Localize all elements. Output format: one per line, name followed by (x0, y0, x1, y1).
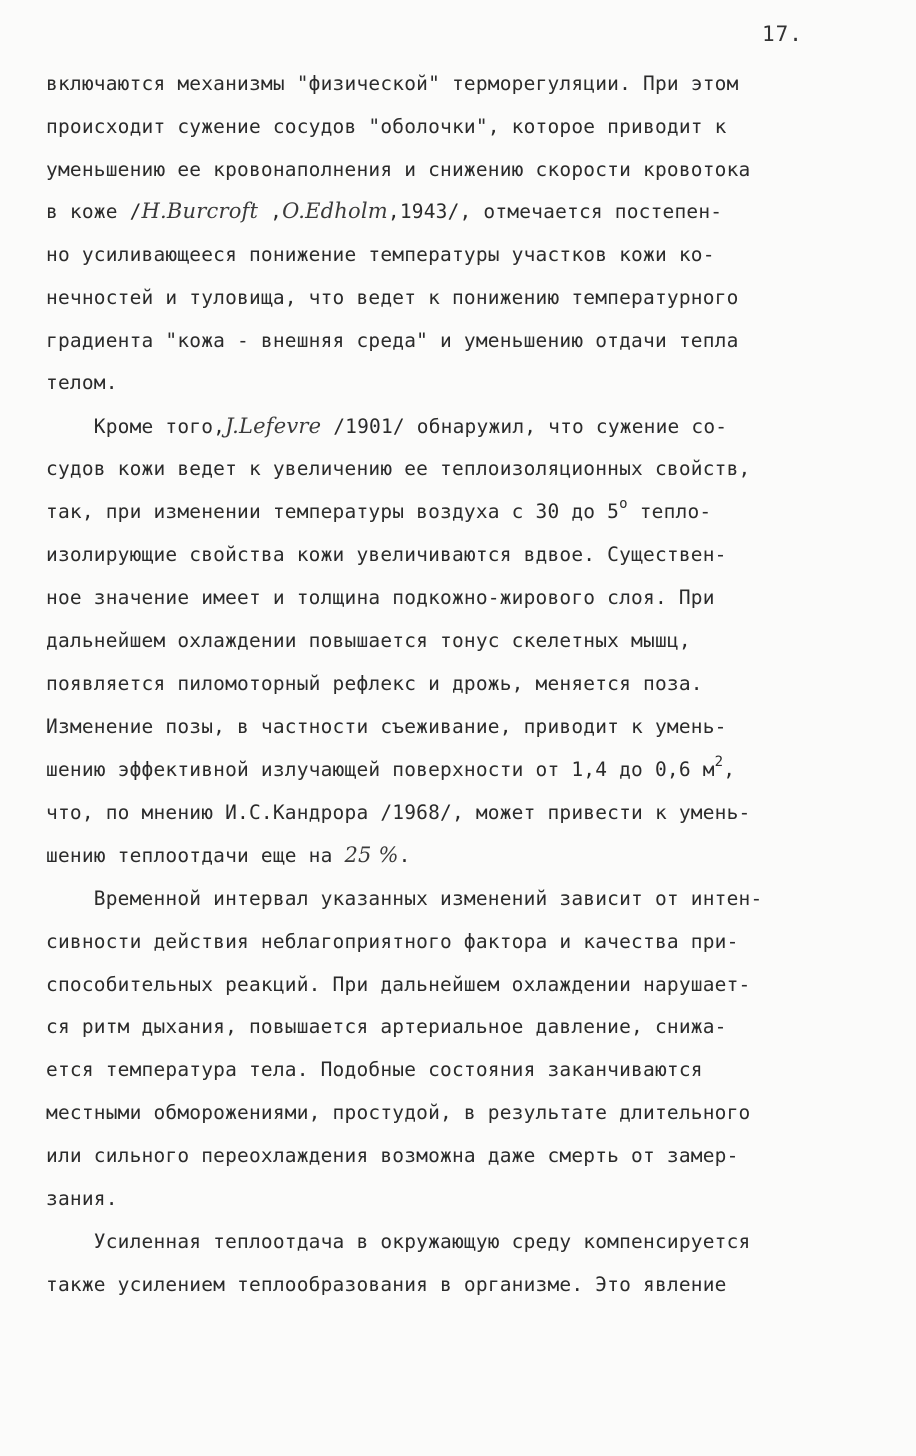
text-line-15: появляется пиломоторный рефлекс и дрожь, меняется поза. (46, 672, 703, 695)
text-line-16: Изменение позы, в частности съеживание, приводит к умень- (46, 715, 727, 738)
text-line-9-pre: Кроме того, (46, 415, 226, 438)
text-line-10: судов кожи ведет к увеличению ее теплоизоляционных свойств, (46, 457, 751, 480)
text-line-22: способительных реакций. При дальнейшем охлаждении нарушает- (46, 973, 751, 996)
text-line-27: зания. (46, 1187, 118, 1210)
text-line-21: сивности действия неблагоприятного фактора и качества при- (46, 930, 739, 953)
text-line-24: ется температура тела. Подобные состояния заканчиваются (46, 1058, 703, 1081)
text-line-4-mid: , (258, 200, 283, 223)
text-line-9-post: /1901/ обнаружил, что сужение со- (321, 415, 728, 438)
page-number: 17. (762, 22, 803, 46)
handwritten-author-edholm: O.Edholm (282, 199, 388, 223)
text-line-17 (46, 754, 736, 784)
text-line-29: также усилением теплообразования в организме. Это явление (46, 1273, 727, 1296)
text-line-18: что, по мнению И.С.Кандрора /1968/, может привести к умень- (46, 801, 751, 824)
text-line-19-post: . (398, 844, 411, 867)
text-line-17-pre: шению эффективной излучающей поверхности от 1,4 до 0,6 м (46, 758, 715, 781)
text-line-11 (46, 496, 712, 526)
text-line-14: дальнейшем охлаждении повышается тонус скелетных мышц, (46, 629, 691, 652)
text-line-4 (46, 199, 722, 224)
text-line-19-pre: шению теплоотдачи еще на (46, 844, 345, 867)
text-line-9 (46, 414, 727, 439)
handwritten-percent: 25 % (344, 843, 399, 867)
text-line-6: нечностей и туловища, что ведет к понижению температурного (46, 286, 739, 309)
text-line-3: уменьшению ее кровонаполнения и снижению скорости кровотока (46, 158, 751, 181)
degree-superscript: о (619, 496, 628, 512)
text-line-25: местными обморожениями, простудой, в результате длительного (46, 1101, 751, 1124)
text-line-8: телом. (46, 371, 118, 394)
text-line-5: но усиливающееся понижение температуры участков кожи ко- (46, 243, 715, 266)
text-line-11-post: тепло- (627, 500, 712, 523)
text-line-23: ся ритм дыхания, повышается артериальное давление, снижа- (46, 1015, 727, 1038)
square-superscript: 2 (714, 754, 724, 770)
text-line-1: включаются механизмы "физической" терморегуляции. При этом (46, 72, 739, 95)
text-line-11-pre: так, при изменении температуры воздуха с 30 до 5 (46, 500, 620, 523)
text-line-7: градиента "кожа - внешняя среда" и уменьшению отдачи тепла (46, 329, 739, 352)
handwritten-author-lefevre: J.Lefevre (225, 414, 322, 438)
text-line-19 (46, 843, 411, 868)
text-line-4-post: ,1943/, отмечается постепен- (387, 200, 723, 223)
text-line-12: изолирующие свойства кожи увеличиваются вдвое. Существен- (46, 543, 727, 566)
text-line-13: ное значение имеет и толщина подкожно-жирового слоя. При (46, 586, 715, 609)
text-line-20: Временной интервал указанных изменений зависит от интен- (46, 887, 763, 910)
text-line-2: происходит сужение сосудов "оболочки", которое приводит к (46, 115, 727, 138)
text-line-28: Усиленная теплоотдача в окружающую среду компенсируется (46, 1230, 751, 1253)
handwritten-author-burcroft: H.Burcroft (141, 199, 259, 223)
text-line-4-pre: в коже / (46, 200, 142, 223)
text-line-17-post: , (723, 758, 736, 781)
text-line-26: или сильного переохлаждения возможна даже смерть от замер- (46, 1144, 739, 1167)
